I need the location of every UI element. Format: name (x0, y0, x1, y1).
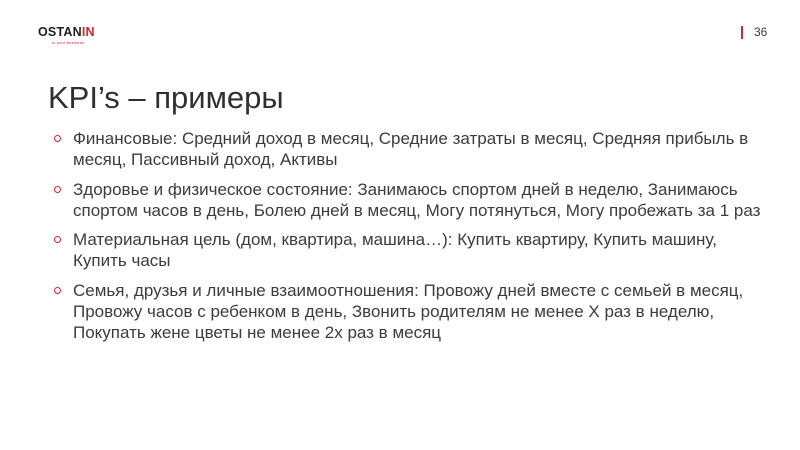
logo-text-main: OSTAN (38, 25, 82, 39)
bullet-text: Материальная цель (дом, квартира, машина…): Купить квартиру, Купить машину, Купить часы (73, 230, 717, 270)
page-number-divider (741, 26, 743, 39)
logo-tagline: in your business (52, 40, 85, 45)
slide-title: KPI’s – примеры (48, 80, 284, 115)
circle-bullet-icon (54, 287, 61, 294)
bullet-text: Финансовые: Средний доход в месяц, Средние затраты в месяц, Средняя прибыль в месяц, Пассивный доход, Активы (73, 129, 749, 169)
bullet-list (54, 128, 774, 351)
circle-bullet-icon (54, 135, 61, 142)
bullet-text: Здоровье и физическое состояние: Занимаюсь спортом дней в неделю, Занимаюсь спортом часов в день, Болею дней в месяц, Могу потянуться, Могу пробежать за 1 раз (73, 179, 761, 220)
bullet-text: Семья, друзья и личные взаимоотношения: Провожу дней вместе с семьей в месяц, Провожу часов с ребенком в день, Звонить родителям не менее Х раз в неделю, Покупать жене цветы не менее 2х раз в месяц (73, 280, 744, 342)
circle-bullet-icon (54, 186, 61, 193)
bullet-item (54, 179, 774, 221)
bullet-item (54, 229, 774, 271)
page-number: 36 (754, 25, 768, 39)
logo-text-accent: IN (81, 25, 95, 39)
logo-wordmark (38, 25, 95, 39)
circle-bullet-icon (54, 236, 61, 243)
bullet-item (54, 128, 774, 170)
bullet-item (54, 280, 774, 343)
company-logo (38, 24, 95, 45)
